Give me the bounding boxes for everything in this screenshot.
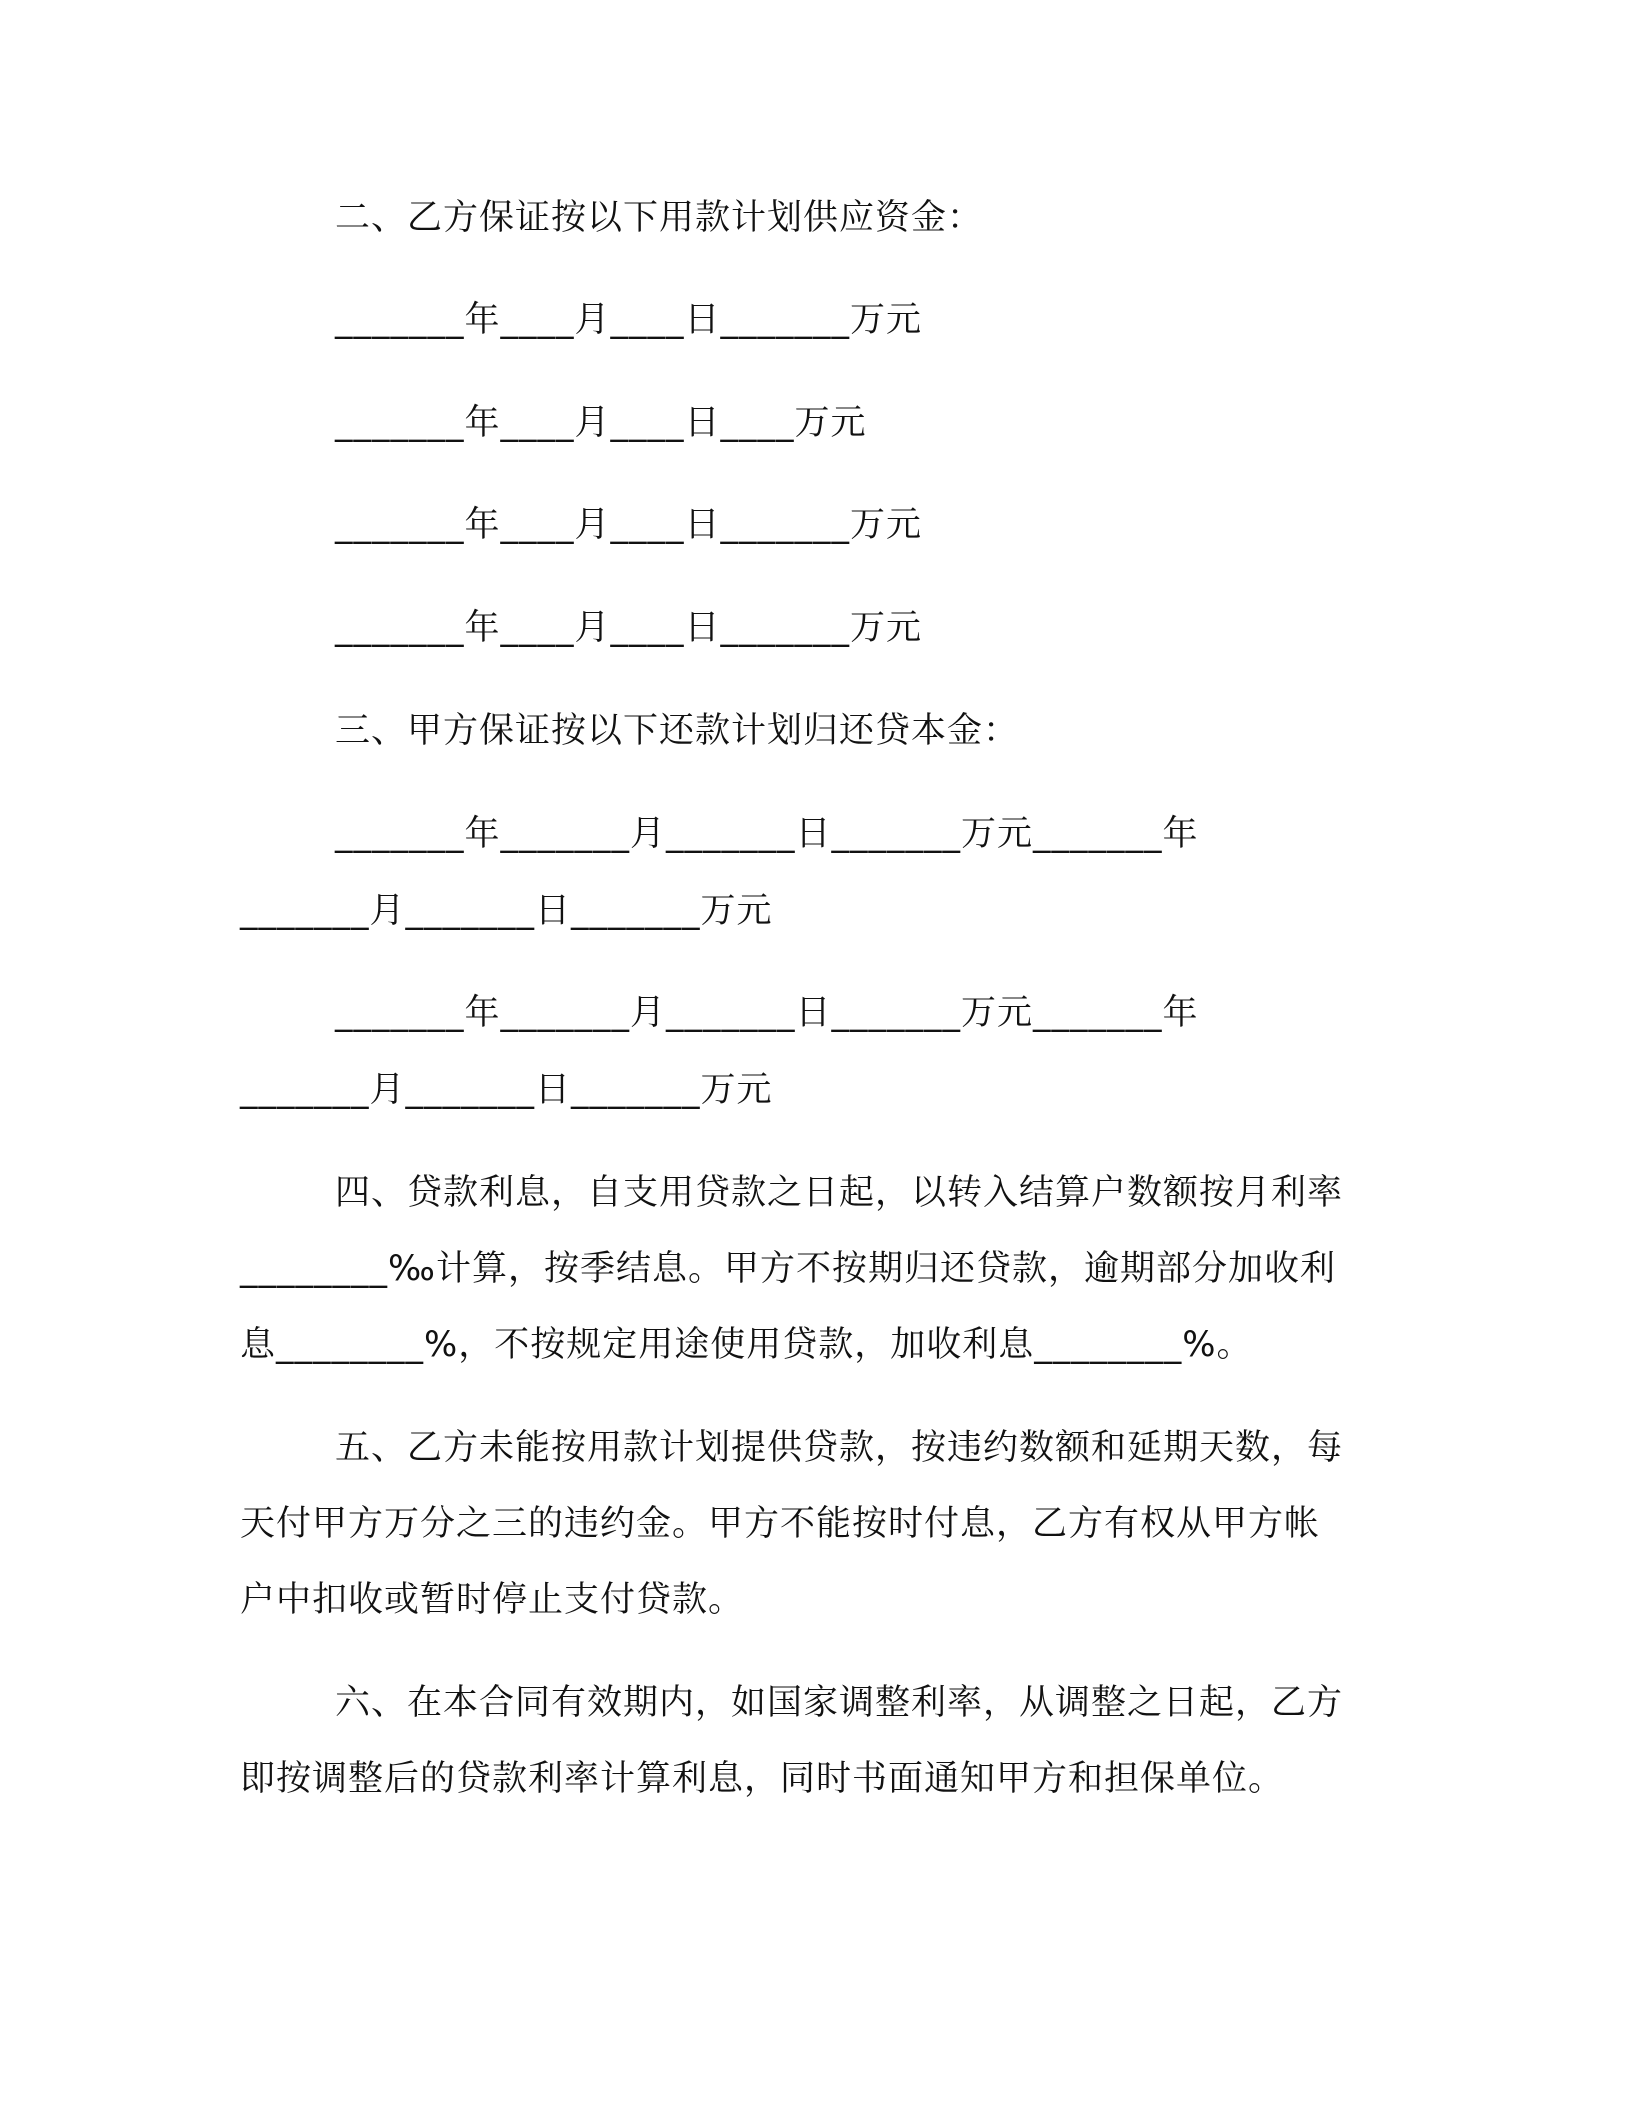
schedule-row: _______年____月____日____万元	[335, 403, 867, 443]
repayment-row-continued: _______月_______日_______万元	[240, 1070, 773, 1110]
section-5-line: 天付甲方万分之三的违约金。甲方不能按时付息，乙方有权从甲方帐	[240, 1504, 1321, 1544]
repayment-row: _______年_______月_______日_______万元_______年	[335, 993, 1199, 1033]
section-6-line: 即按调整后的贷款利率计算利息，同时书面通知甲方和担保单位。	[240, 1759, 1285, 1799]
section-2-heading: 二、乙方保证按以下用款计划供应资金：	[335, 198, 984, 238]
section-3-heading: 三、甲方保证按以下还款计划归还贷本金：	[335, 711, 1020, 751]
repayment-row: _______年_______月_______日_______万元_______年	[335, 814, 1199, 854]
section-6-line: 六、在本合同有效期内，如国家调整利率，从调整之日起，乙方	[335, 1683, 1344, 1723]
section-4-line: 息________%，不按规定用途使用贷款，加收利息________%。	[240, 1325, 1253, 1365]
section-4-line: ________‰计算，按季结息。甲方不按期归还贷款，逾期部分加收利	[240, 1249, 1336, 1289]
section-4-line: 四、贷款利息，自支用贷款之日起，以转入结算户数额按月利率	[335, 1173, 1344, 1213]
section-5-line: 五、乙方未能按用款计划提供贷款，按违约数额和延期天数，每	[335, 1428, 1344, 1468]
section-5-line: 户中扣收或暂时停止支付贷款。	[240, 1580, 745, 1620]
schedule-row: _______年____月____日_______万元	[335, 505, 923, 545]
schedule-row: _______年____月____日_______万元	[335, 300, 923, 340]
schedule-row: _______年____月____日_______万元	[335, 608, 923, 648]
repayment-row-continued: _______月_______日_______万元	[240, 891, 773, 931]
